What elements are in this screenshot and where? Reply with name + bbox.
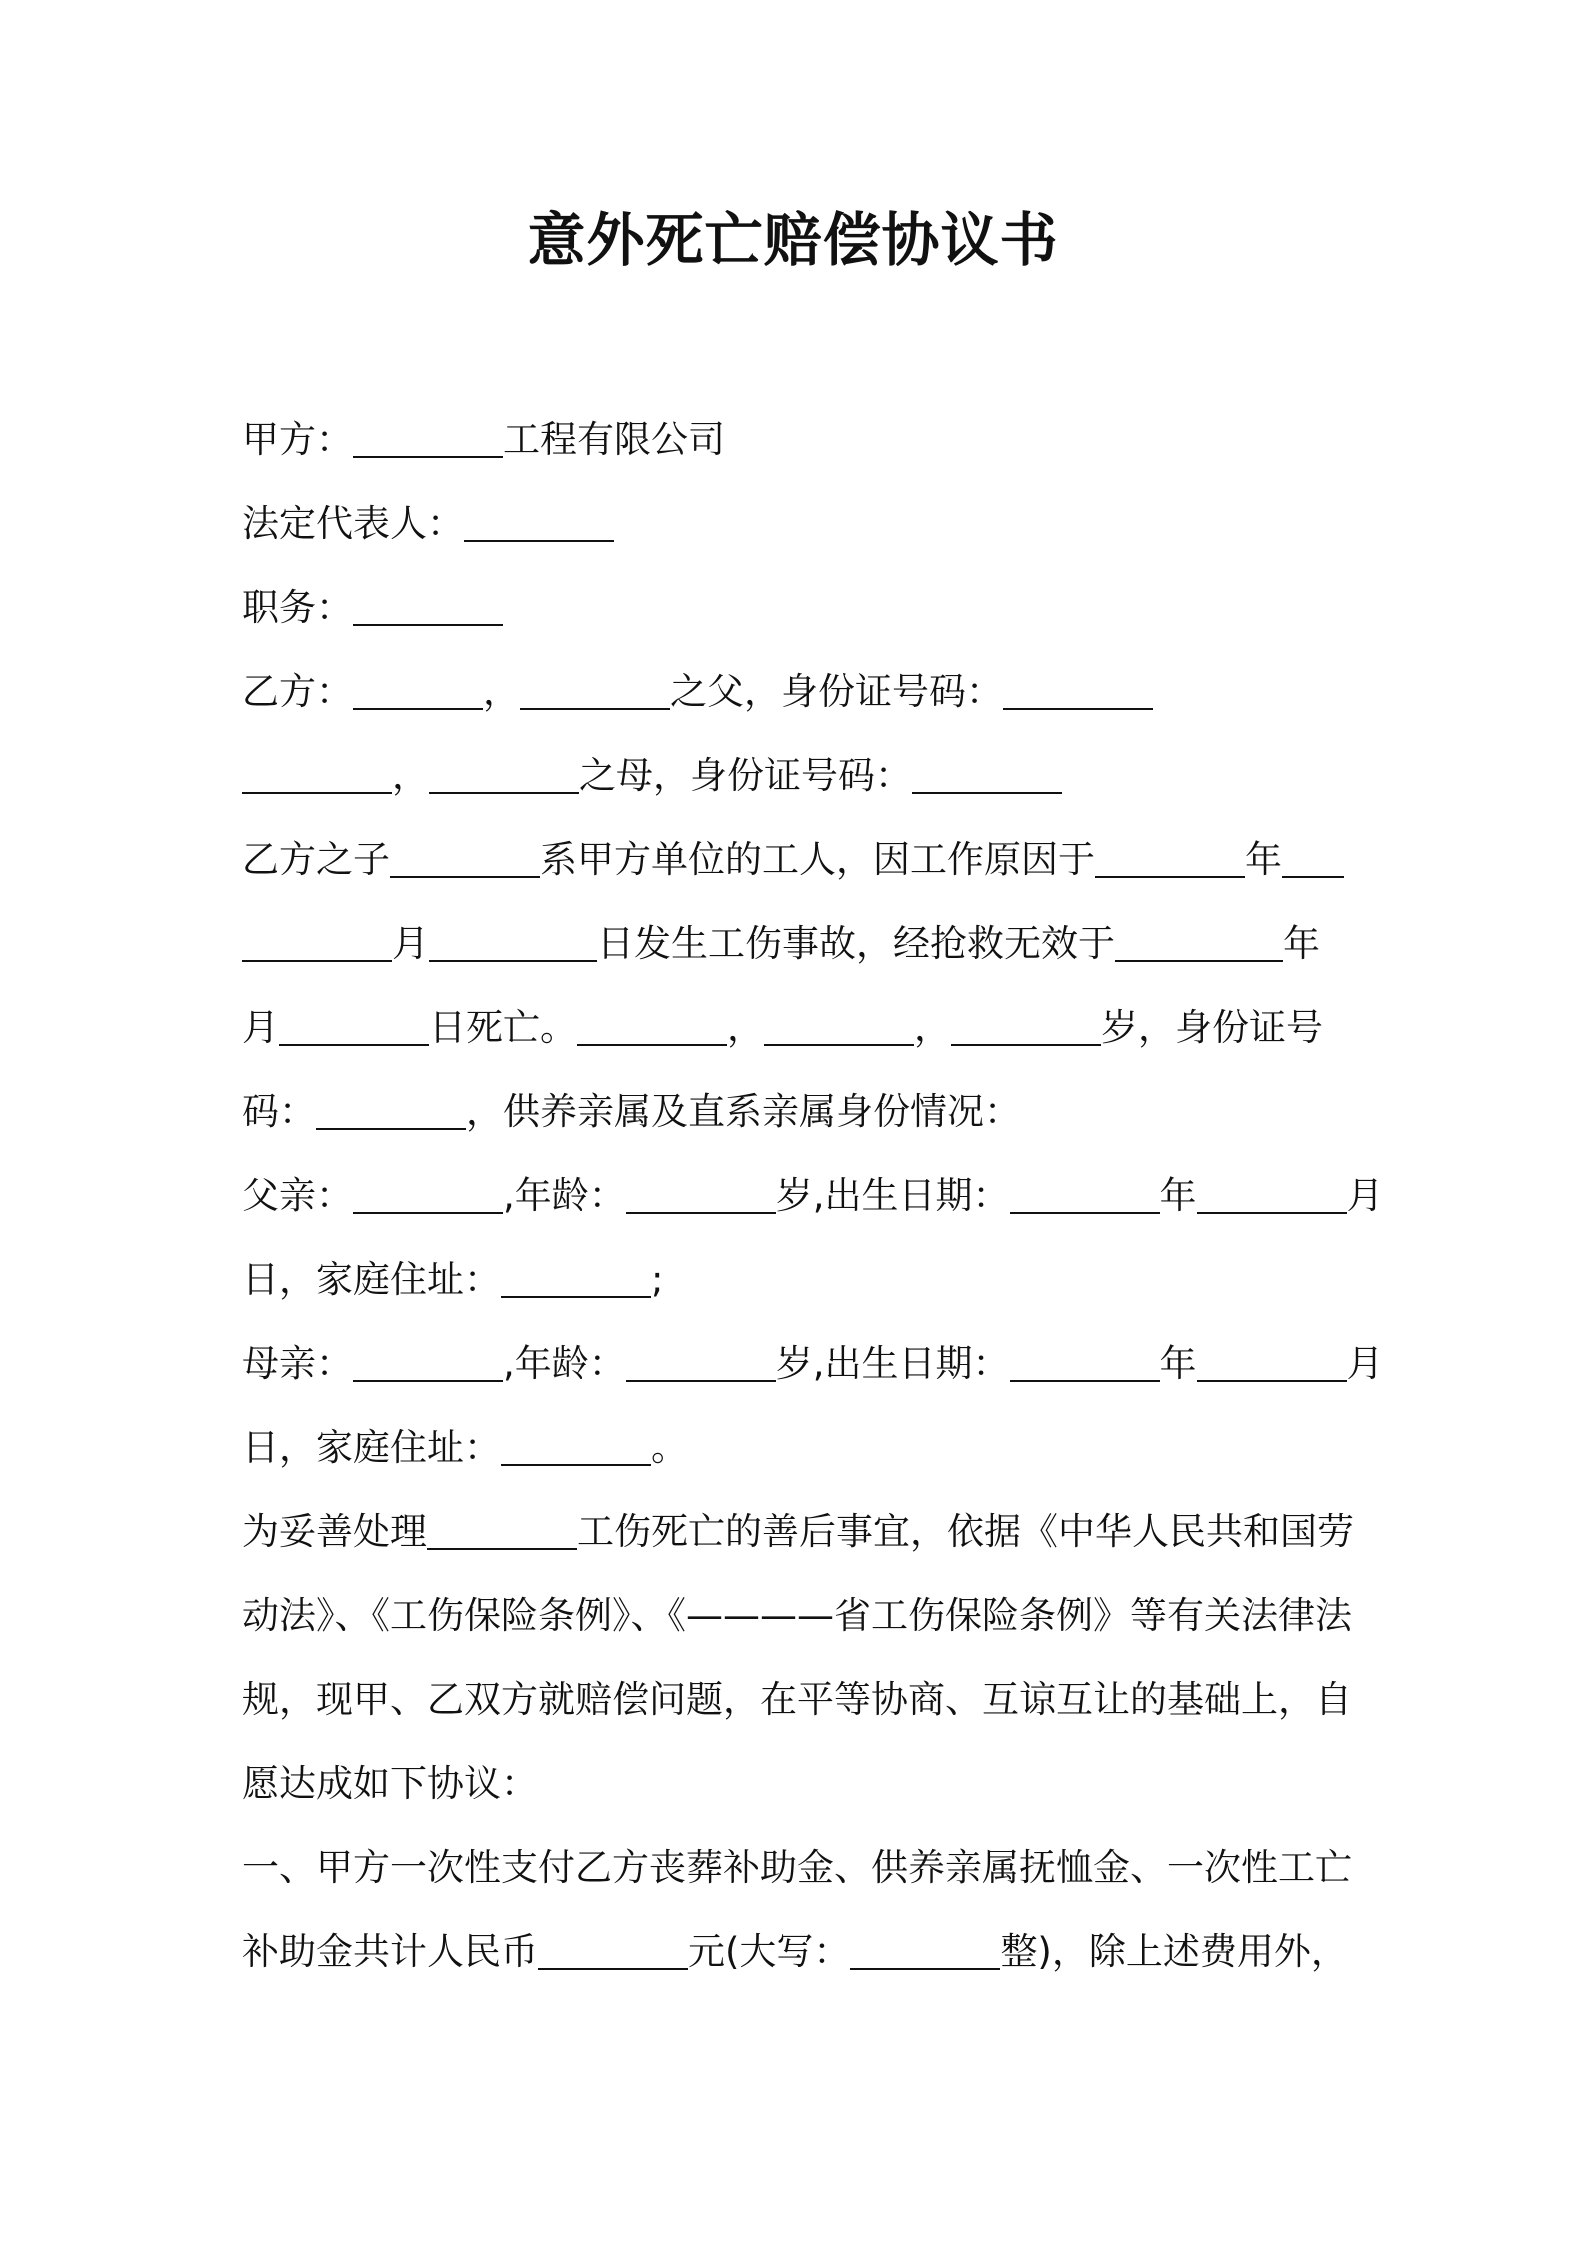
position-blank[interactable] bbox=[353, 584, 503, 626]
mother-info-name-blank[interactable] bbox=[353, 1340, 503, 1382]
mother-birth-month-blank[interactable] bbox=[1197, 1340, 1347, 1382]
accident-month-blank[interactable] bbox=[1282, 836, 1344, 878]
month-text: 月 bbox=[1346, 1174, 1384, 1217]
mother-info-line bbox=[242, 1334, 1384, 1394]
father-id-blank[interactable] bbox=[1003, 668, 1153, 710]
son-line bbox=[242, 830, 1354, 890]
id-code-line bbox=[242, 1082, 1354, 1142]
period: 。 bbox=[651, 1426, 688, 1469]
year-text: 年 bbox=[1245, 838, 1282, 881]
father-label: 父亲： bbox=[242, 1174, 353, 1217]
comma: ， bbox=[914, 1006, 951, 1049]
month-text: 月 bbox=[242, 1006, 279, 1049]
relatives-text: ，供养亲属及直系亲属身份情况： bbox=[466, 1090, 1021, 1133]
deceased-age-blank[interactable] bbox=[951, 1004, 1101, 1046]
position-label: 职务： bbox=[242, 586, 353, 629]
day-accident-text: 日发生工伤事故，经抢救无效于 bbox=[597, 922, 1115, 965]
mother-address-blank[interactable] bbox=[501, 1424, 651, 1466]
mother-birth-year-blank[interactable] bbox=[1010, 1340, 1160, 1382]
paragraph-1-line-2: 动法》、《工伤保险条例》、《————省工伤保险条例》等有关法律法 bbox=[242, 1594, 1352, 1637]
paragraph-1-line-1 bbox=[242, 1502, 1354, 1562]
father-info-line bbox=[242, 1166, 1384, 1226]
father-age-blank[interactable] bbox=[626, 1172, 776, 1214]
id-code-prefix: 码： bbox=[242, 1090, 316, 1133]
mother-age-blank[interactable] bbox=[626, 1340, 776, 1382]
amount-capital-blank[interactable] bbox=[850, 1928, 1000, 1970]
paragraph-1-line-4: 愿达成如下协议： bbox=[242, 1762, 538, 1805]
month-text: 月 bbox=[392, 922, 429, 965]
deceased-name-blank[interactable] bbox=[577, 1004, 727, 1046]
day-death-text: 日死亡。 bbox=[429, 1006, 577, 1049]
mother-line bbox=[242, 746, 1354, 806]
accident-month-continued-blank[interactable] bbox=[242, 920, 392, 962]
para1-a: 为妥善处理 bbox=[242, 1510, 427, 1553]
party-b-label: 乙方： bbox=[242, 670, 353, 713]
mother-name-blank[interactable] bbox=[429, 752, 579, 794]
party-a-line bbox=[242, 410, 1354, 470]
father-birth-year-blank[interactable] bbox=[1010, 1172, 1160, 1214]
paragraph-1-line-3: 规，现甲、乙双方就赔偿问题，在平等协商、互谅互让的基础上，自 bbox=[242, 1678, 1352, 1721]
position-line bbox=[242, 578, 1354, 638]
accident-day-blank[interactable] bbox=[429, 920, 597, 962]
age-label: ,年龄： bbox=[503, 1342, 626, 1385]
deceased-handle-blank[interactable] bbox=[427, 1508, 577, 1550]
worker-text: 系甲方单位的工人，因工作原因于 bbox=[540, 838, 1095, 881]
son-label: 乙方之子 bbox=[242, 838, 390, 881]
father-info-name-blank[interactable] bbox=[353, 1172, 503, 1214]
death-month-blank[interactable] bbox=[279, 1004, 429, 1046]
party-a-label: 甲方： bbox=[242, 418, 353, 461]
father-id-continued-blank[interactable] bbox=[242, 752, 392, 794]
mother-of-id-text: 之母，身份证号码： bbox=[579, 754, 912, 797]
clause1-suffix: 整)，除上述费用外， bbox=[1000, 1930, 1348, 1973]
comma: ， bbox=[392, 754, 429, 797]
father-name-blank[interactable] bbox=[520, 668, 670, 710]
comma: ， bbox=[727, 1006, 764, 1049]
comma: ， bbox=[483, 670, 520, 713]
father-address-line bbox=[242, 1250, 1354, 1310]
father-birth-month-blank[interactable] bbox=[1197, 1172, 1347, 1214]
mother-address-line bbox=[242, 1418, 1354, 1478]
deceased-id-blank[interactable] bbox=[316, 1088, 466, 1130]
legal-rep-label: 法定代表人： bbox=[242, 502, 464, 545]
legal-rep-blank[interactable] bbox=[464, 500, 614, 542]
party-a-name-blank[interactable] bbox=[353, 416, 503, 458]
mother-id-blank[interactable] bbox=[912, 752, 1062, 794]
clause-1-line-1: 一、甲方一次性支付乙方丧葬补助金、供养亲属抚恤金、一次性工亡 bbox=[242, 1846, 1352, 1889]
accident-year-blank[interactable] bbox=[1095, 836, 1245, 878]
legal-rep-line bbox=[242, 494, 1354, 554]
birth-label: 岁,出生日期： bbox=[775, 1174, 1010, 1217]
mother-label: 母亲： bbox=[242, 1342, 353, 1385]
day-address-text: 日，家庭住址： bbox=[242, 1426, 501, 1469]
clause-1-line-2 bbox=[242, 1922, 1354, 1982]
birth-label: 岁,出生日期： bbox=[775, 1342, 1010, 1385]
year-text: 年 bbox=[1159, 1342, 1197, 1385]
day-address-text: 日，家庭住址： bbox=[242, 1258, 501, 1301]
year-text: 年 bbox=[1283, 922, 1320, 965]
death-date-line bbox=[242, 998, 1354, 1058]
clause1-prefix: 补助金共计人民币 bbox=[242, 1930, 538, 1973]
father-address-blank[interactable] bbox=[501, 1256, 651, 1298]
age-id-text: 岁，身份证号 bbox=[1101, 1006, 1323, 1049]
age-label: ,年龄： bbox=[503, 1174, 626, 1217]
father-of-id-text: 之父，身份证号码： bbox=[670, 670, 1003, 713]
party-b-name-blank[interactable] bbox=[353, 668, 483, 710]
year-text: 年 bbox=[1159, 1174, 1197, 1217]
para1-b: 工伤死亡的善后事宜，依据《中华人民共和国劳 bbox=[577, 1510, 1354, 1553]
clause1-yuan: 元(大写： bbox=[688, 1930, 851, 1973]
accident-date-line bbox=[242, 914, 1354, 974]
son-name-blank[interactable] bbox=[390, 836, 540, 878]
document-title: 意外死亡赔偿协议书 bbox=[527, 206, 1059, 274]
death-year-blank[interactable] bbox=[1115, 920, 1283, 962]
deceased-gender-blank[interactable] bbox=[764, 1004, 914, 1046]
company-suffix: 工程有限公司 bbox=[503, 418, 725, 461]
semicolon: ; bbox=[651, 1258, 664, 1301]
month-text: 月 bbox=[1346, 1342, 1384, 1385]
amount-blank[interactable] bbox=[538, 1928, 688, 1970]
party-b-line bbox=[242, 662, 1354, 722]
